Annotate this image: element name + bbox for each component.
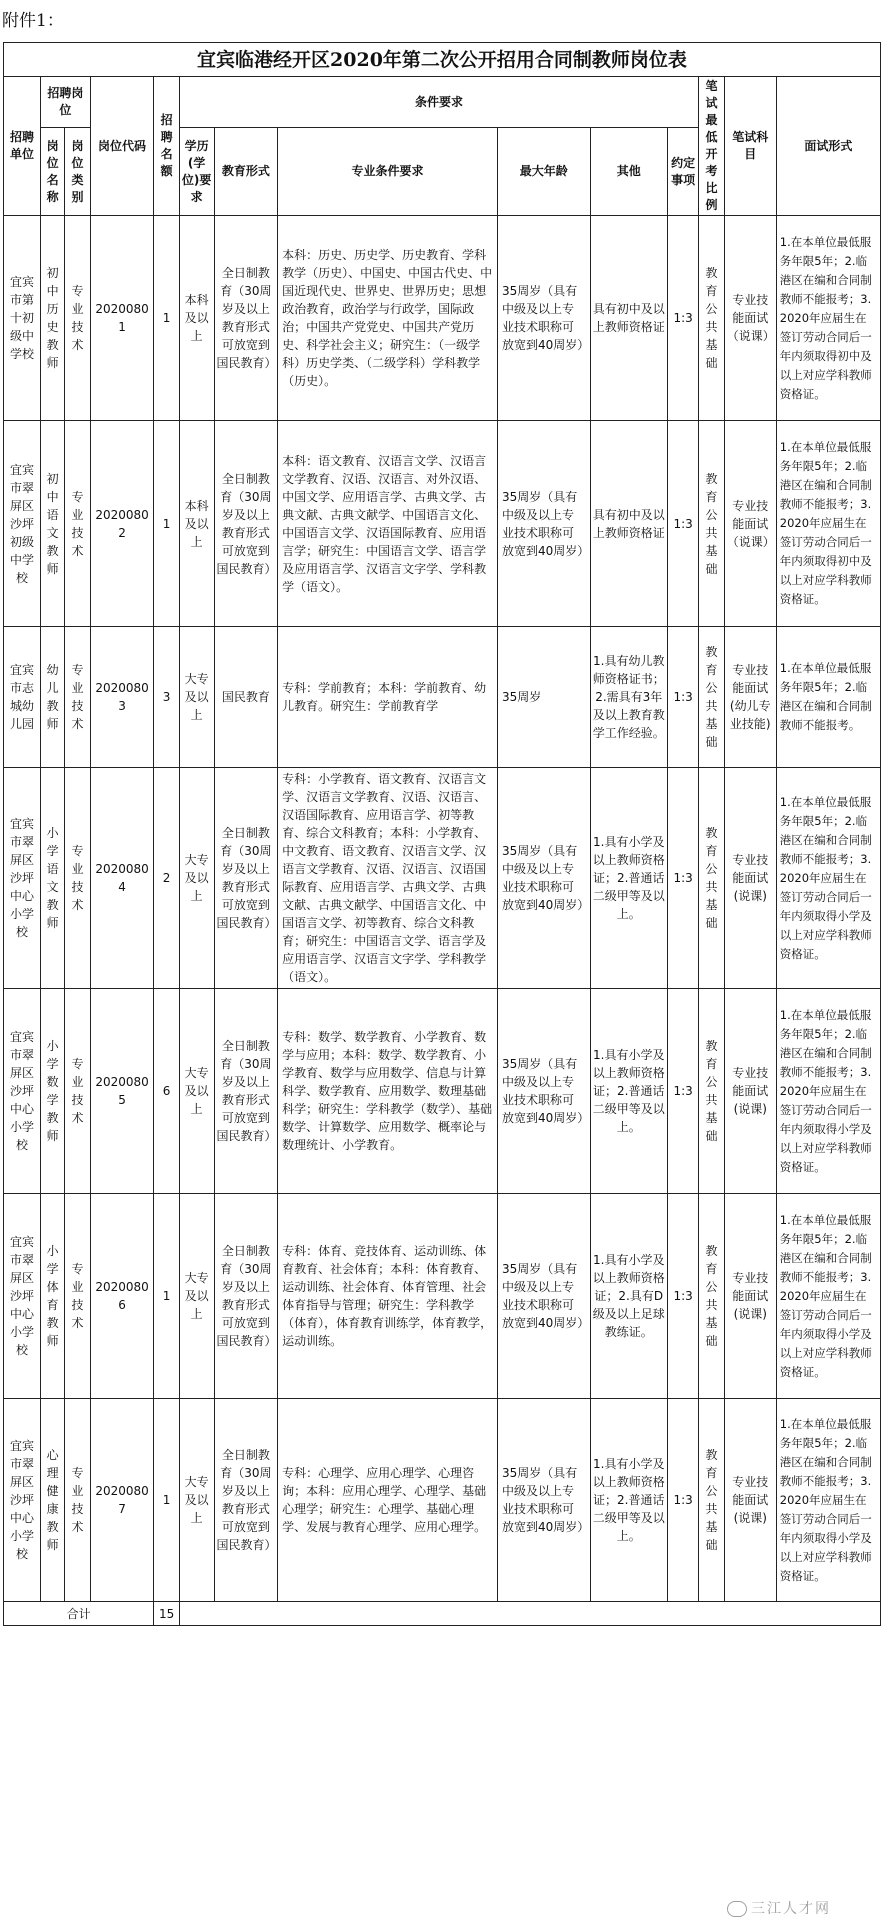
header-education: 学历(学位)要求 (179, 128, 214, 216)
cell-code: 20200802 (90, 421, 154, 627)
cell-unit: 宜宾市第十初级中学校 (4, 216, 41, 421)
cell-quota: 1 (154, 1194, 179, 1399)
cell-other: 具有初中及以上教师资格证 (590, 216, 668, 421)
cell-max-age: 35周岁（具有中级及以上专业技术职称可放宽到40周岁） (497, 1399, 590, 1602)
recruitment-table (3, 42, 881, 1626)
cell-major: 本科：语文教育、汉语言文学、汉语言文学教育、汉语、汉语言、对外汉语、中国文学、应用语言学、古典文学、古典文献、古典文献学、中国语言文化、中国语言文学、汉语国际教育、应用语言学；研究生：中国语言文学、语言学及应用语言学、汉语言文字学、学科教学（语文）。 (278, 421, 498, 627)
cell-interview: 专业技能面试(幼儿专业技能) (724, 627, 776, 768)
cell-ratio: 1:3 (668, 768, 699, 989)
header-edu-form: 教育形式 (214, 128, 278, 216)
table-row (4, 627, 881, 768)
cell-ratio: 1:3 (668, 421, 699, 627)
watermark (727, 1898, 831, 1918)
cell-other: 1.具有小学及以上教师资格证；2.普通话二级甲等及以上。 (590, 768, 668, 989)
cell-education: 大专及以上 (179, 1399, 214, 1602)
header-unit: 招聘单位 (4, 77, 41, 216)
cell-exam-subject: 教育公共基础 (699, 1399, 724, 1602)
cell-edu-form: 全日制教育（30周岁及以上教育形式可放宽到国民教育） (214, 768, 278, 989)
header-row-1 (4, 77, 881, 128)
cell-interview: 专业技能面试（说课） (724, 421, 776, 627)
cell-education: 本科及以上 (179, 421, 214, 627)
cell-other: 1.具有小学及以上教师资格证；2.普通话二级甲等及以上。 (590, 989, 668, 1194)
cell-interview: 专业技能面试(说课) (724, 768, 776, 989)
total-label: 合计 (4, 1602, 154, 1626)
total-row (4, 1602, 881, 1626)
cell-edu-form: 全日制教育（30周岁及以上教育形式可放宽到国民教育） (214, 1194, 278, 1399)
cell-unit: 宜宾市翠屏区沙坪中心小学校 (4, 768, 41, 989)
cell-position-type: 专业技术 (65, 1399, 90, 1602)
cell-exam-subject: 教育公共基础 (699, 216, 724, 421)
cell-exam-subject: 教育公共基础 (699, 1194, 724, 1399)
cell-agreement: 1.在本单位最低服务年限5年；2.临港区在编和合同制教师不能报考；3.2020年应届生在签订劳动合同后一年内须取得小学及以上对应学科教师资格证。 (776, 1399, 880, 1602)
header-position-type: 岗位类别 (65, 128, 90, 216)
cell-agreement: 1.在本单位最低服务年限5年；2.临港区在编和合同制教师不能报考；3.2020年应届生在签订劳动合同后一年内须取得小学及以上对应学科教师资格证。 (776, 989, 880, 1194)
cell-position-type: 专业技术 (65, 989, 90, 1194)
table-row (4, 421, 881, 627)
cell-major: 专科：学前教育；本科：学前教育、幼儿教育。研究生：学前教育学 (278, 627, 498, 768)
cell-exam-subject: 教育公共基础 (699, 421, 724, 627)
cell-max-age: 35周岁（具有中级及以上专业技术职称可放宽到40周岁） (497, 768, 590, 989)
cell-major: 专科：数学、数学教育、小学教育、数学与应用；本科：数学、数学教育、小学教育、数学与应用数学、信息与计算科学、数学教育、应用数学、数理基础科学；研究生：学科教学（数学）、基础数学、计算数学、应用数学、概率论与数理统计、小学教育。 (278, 989, 498, 1194)
cell-exam-subject: 教育公共基础 (699, 768, 724, 989)
cell-major: 专科：小学教育、语文教育、汉语言文学、汉语言文学教育、汉语、汉语言、汉语国际教育、应用语言学、初等教育、综合文科教育；本科：小学教育、中文教育、语文教育、汉语言文学、汉语言文学教育、汉语、汉语言、汉语国际教育、应用语言学、古典文学、古典文献、古典文献学、中国语言文化、中国语言文学、初等教育、综合文科教育；研究生：中国语言文学、语言学及应用语言学、汉语言文字学、学科教学（语文）。 (278, 768, 498, 989)
total-value: 15 (154, 1602, 179, 1626)
cell-position-type: 专业技术 (65, 421, 90, 627)
cell-edu-form: 国民教育 (214, 627, 278, 768)
cell-interview: 专业技能面试(说课) (724, 1194, 776, 1399)
cell-other: 具有初中及以上教师资格证 (590, 421, 668, 627)
cell-interview: 专业技能面试（说课） (724, 216, 776, 421)
cell-ratio: 1:3 (668, 1194, 699, 1399)
table-row (4, 989, 881, 1194)
cell-ratio: 1:3 (668, 989, 699, 1194)
header-quota: 招聘名额 (154, 77, 179, 216)
cell-code: 20200806 (90, 1194, 154, 1399)
cell-ratio: 1:3 (668, 627, 699, 768)
cell-education: 大专及以上 (179, 627, 214, 768)
cell-other: 1.具有小学及以上教师资格证；2.普通话二级甲等及以上。 (590, 1399, 668, 1602)
cell-quota: 6 (154, 989, 179, 1194)
cell-agreement: 1.在本单位最低服务年限5年；2.临港区在编和合同制教师不能报考；3.2020年应届生在签订劳动合同后一年内须取得初中及以上对应学科教师资格证。 (776, 216, 880, 421)
header-conditions: 条件要求 (179, 77, 698, 128)
cell-position-name: 初中历史教师 (41, 216, 65, 421)
total-blank (179, 1602, 880, 1626)
table-row (4, 1194, 881, 1399)
wechat-icon (727, 1901, 747, 1917)
cell-max-age: 35周岁（具有中级及以上专业技术职称可放宽到40周岁） (497, 989, 590, 1194)
cell-edu-form: 全日制教育（30周岁及以上教育形式可放宽到国民教育） (214, 421, 278, 627)
watermark-text: 三江人才网 (751, 1901, 831, 1917)
cell-code: 20200803 (90, 627, 154, 768)
cell-quota: 2 (154, 768, 179, 989)
cell-edu-form: 全日制教育（30周岁及以上教育形式可放宽到国民教育） (214, 216, 278, 421)
header-major: 专业条件要求 (278, 128, 498, 216)
cell-edu-form: 全日制教育（30周岁及以上教育形式可放宽到国民教育） (214, 1399, 278, 1602)
cell-unit: 宜宾市翠屏区沙坪中心小学校 (4, 989, 41, 1194)
cell-unit: 宜宾市翠屏区沙坪初级中学校 (4, 421, 41, 627)
cell-code: 20200807 (90, 1399, 154, 1602)
header-position-group: 招聘岗位 (41, 77, 91, 128)
cell-ratio: 1:3 (668, 1399, 699, 1602)
cell-education: 大专及以上 (179, 1194, 214, 1399)
cell-code: 20200804 (90, 768, 154, 989)
header-interview: 面试形式 (776, 77, 880, 216)
header-other: 其他 (590, 128, 668, 216)
cell-position-name: 小学语文教师 (41, 768, 65, 989)
cell-position-type: 专业技术 (65, 1194, 90, 1399)
cell-major: 专科：体育、竞技体育、运动训练、体育教育、社会体育；本科：体育教育、运动训练、社会体育、体育管理、社会体育指导与管理；研究生：学科教学（体育），体育教育训练学，体育教学，运动训练。 (278, 1194, 498, 1399)
cell-major: 专科：心理学、应用心理学、心理咨询；本科：应用心理学、心理学、基础心理学；研究生：心理学、基础心理学、发展与教育心理学、应用心理学。 (278, 1399, 498, 1602)
header-max-age: 最大年龄 (497, 128, 590, 216)
table-row (4, 1399, 881, 1602)
cell-interview: 专业技能面试(说课) (724, 989, 776, 1194)
cell-quota: 1 (154, 216, 179, 421)
table-title: 宜宾临港经开区2020年第二次公开招用合同制教师岗位表 (4, 43, 881, 77)
cell-agreement: 1.在本单位最低服务年限5年；2.临港区在编和合同制教师不能报考；3.2020年应届生在签订劳动合同后一年内须取得初中及以上对应学科教师资格证。 (776, 421, 880, 627)
cell-interview: 专业技能面试(说课) (724, 1399, 776, 1602)
cell-position-type: 专业技术 (65, 627, 90, 768)
header-code: 岗位代码 (90, 77, 154, 216)
table-row (4, 216, 881, 421)
cell-code: 20200801 (90, 216, 154, 421)
table-row (4, 768, 881, 989)
table-body (4, 43, 881, 1626)
header-ratio: 笔试最低开考比例 (699, 77, 724, 216)
cell-position-name: 心理健康教师 (41, 1399, 65, 1602)
cell-other: 1.具有小学及以上教师资格证；2.具有D级及以上足球教练证。 (590, 1194, 668, 1399)
cell-exam-subject: 教育公共基础 (699, 627, 724, 768)
cell-max-age: 35周岁（具有中级及以上专业技术职称可放宽到40周岁） (497, 421, 590, 627)
cell-edu-form: 全日制教育（30周岁及以上教育形式可放宽到国民教育） (214, 989, 278, 1194)
cell-unit: 宜宾市翠屏区沙坪中心小学校 (4, 1399, 41, 1602)
cell-position-type: 专业技术 (65, 768, 90, 989)
cell-exam-subject: 教育公共基础 (699, 989, 724, 1194)
cell-position-name: 小学体育教师 (41, 1194, 65, 1399)
cell-position-name: 初中语文教师 (41, 421, 65, 627)
cell-max-age: 35周岁 (497, 627, 590, 768)
header-position-name: 岗位名称 (41, 128, 65, 216)
cell-unit: 宜宾市翠屏区沙坪中心小学校 (4, 1194, 41, 1399)
cell-unit: 宜宾市志城幼儿园 (4, 627, 41, 768)
cell-education: 本科及以上 (179, 216, 214, 421)
attachment-label: 附件1： (2, 11, 64, 31)
cell-position-type: 专业技术 (65, 216, 90, 421)
cell-code: 20200805 (90, 989, 154, 1194)
cell-position-name: 小学数学教师 (41, 989, 65, 1194)
cell-quota: 3 (154, 627, 179, 768)
cell-agreement: 1.在本单位最低服务年限5年；2.临港区在编和合同制教师不能报考；3.2020年应届生在签订劳动合同后一年内须取得小学及以上对应学科教师资格证。 (776, 1194, 880, 1399)
cell-other: 1.具有幼儿教师资格证书；2.需具有3年及以上教育教学工作经验。 (590, 627, 668, 768)
cell-agreement: 1.在本单位最低服务年限5年；2.临港区在编和合同制教师不能报考；3.2020年应届生在签订劳动合同后一年内须取得小学及以上对应学科教师资格证。 (776, 768, 880, 989)
cell-education: 大专及以上 (179, 768, 214, 989)
cell-quota: 1 (154, 421, 179, 627)
header-agreement: 约定事项 (668, 128, 699, 216)
cell-agreement: 1.在本单位最低服务年限5年；2.临港区在编和合同制教师不能报考。 (776, 627, 880, 768)
cell-max-age: 35周岁（具有中级及以上专业技术职称可放宽到40周岁） (497, 1194, 590, 1399)
cell-major: 本科：历史、历史学、历史教育、学科教学（历史）、中国史、中国古代史、中国近现代史、世界史、世界历史；思想政治教育，政治学与行政学，国际政治；中国共产党党史、中国共产党历史、科学社会主义；研究生：（一级学科）历史学类、（二级学科）学科教学（历史）。 (278, 216, 498, 421)
cell-quota: 1 (154, 1399, 179, 1602)
cell-ratio: 1:3 (668, 216, 699, 421)
cell-max-age: 35周岁（具有中级及以上专业技术职称可放宽到40周岁） (497, 216, 590, 421)
title-row (4, 43, 881, 77)
cell-position-name: 幼儿教师 (41, 627, 65, 768)
header-exam-subject: 笔试科目 (724, 77, 776, 216)
cell-education: 大专及以上 (179, 989, 214, 1194)
